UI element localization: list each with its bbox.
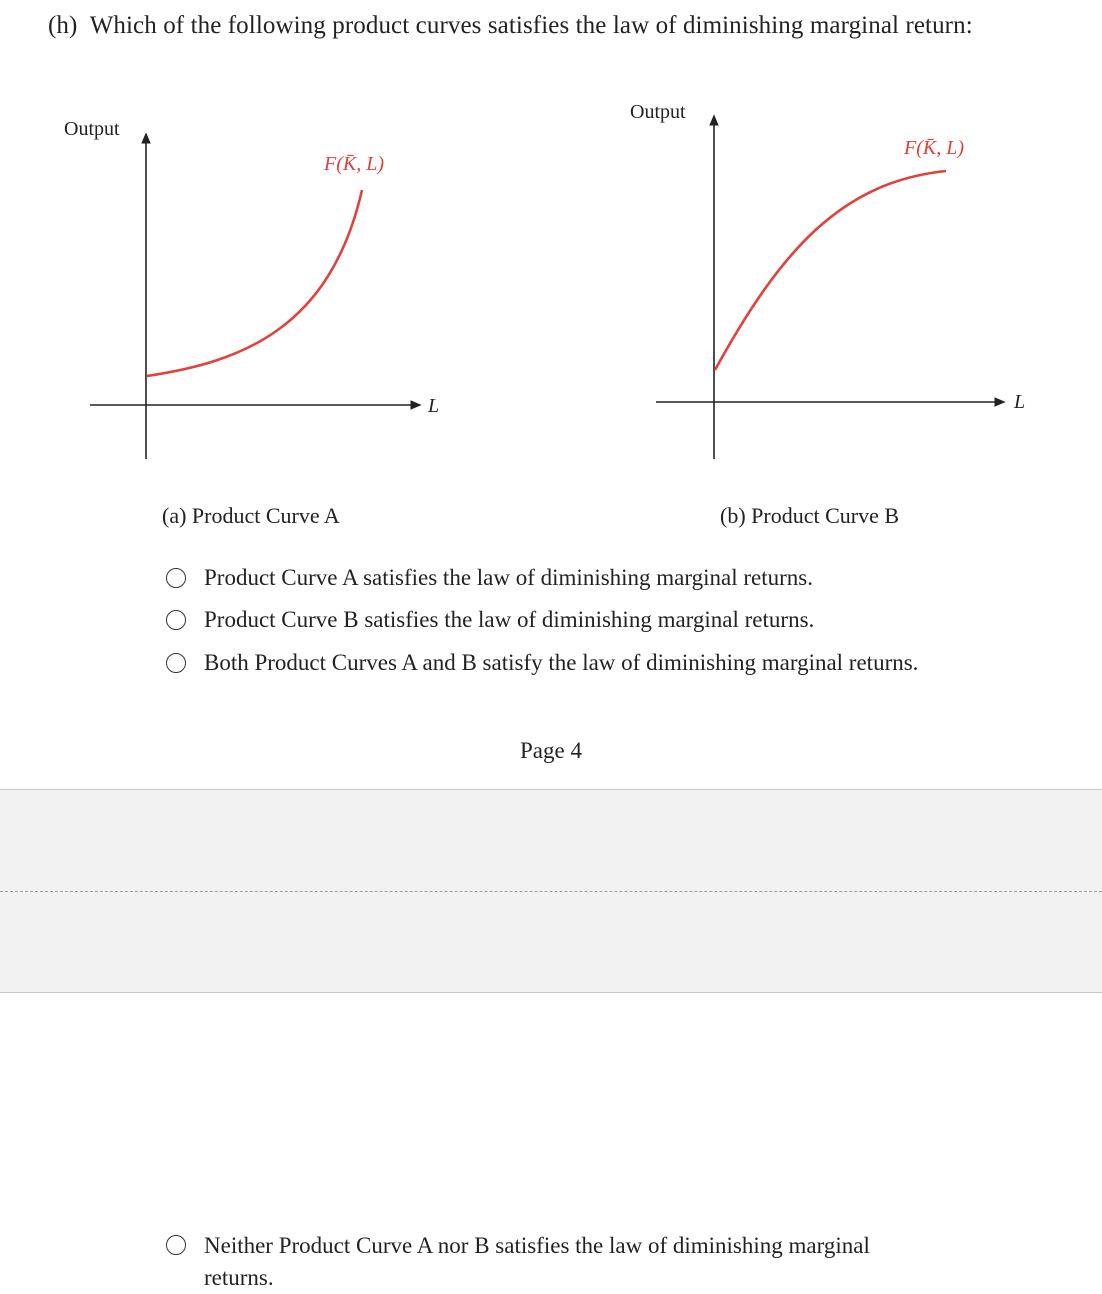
x-axis-label: L [1014, 391, 1026, 413]
product-curve-b-graph [620, 92, 1060, 462]
option-label: Product Curve B satisfies the law of diminishing marginal returns. [204, 607, 815, 632]
question-label: (h) [48, 12, 78, 39]
option-label [204, 1230, 870, 1294]
option-b[interactable] [166, 607, 814, 633]
radio-button[interactable] [166, 1235, 186, 1255]
product-curve-a-graph [60, 110, 460, 470]
question-text [48, 12, 973, 40]
curve-label: F(K̄, L) [904, 137, 964, 159]
option-label: Both Product Curves A and B satisfy the law of diminishing marginal returns. [204, 650, 919, 675]
page-number: Page 4 [520, 738, 582, 763]
y-axis-label: Output [630, 101, 686, 123]
page-break [0, 789, 1102, 993]
option-label: Product Curve A satisfies the law of diminishing marginal returns. [204, 565, 813, 590]
curve-label: F(K̄, L) [324, 153, 384, 175]
page-break-divider [0, 891, 1102, 892]
curve-b [715, 171, 946, 370]
curve-a [147, 190, 362, 376]
option-a[interactable] [166, 565, 813, 591]
option-neither[interactable] [166, 1230, 1068, 1294]
radio-button[interactable] [166, 568, 186, 588]
caption-b: (b) Product Curve B [720, 503, 900, 528]
option-both[interactable] [166, 650, 918, 676]
caption-a: (a) Product Curve A [162, 503, 340, 528]
option-label-line-1: Neither Product Curve A nor B satisfies the law of diminishing marginal [204, 1233, 870, 1258]
option-label-line-2: returns. [204, 1265, 274, 1290]
radio-button[interactable] [166, 653, 186, 673]
question-body: Which of the following product curves satisfies the law of diminishing marginal return: [89, 12, 973, 39]
radio-button[interactable] [166, 610, 186, 630]
y-axis-label: Output [64, 118, 120, 140]
x-axis-label: L [428, 395, 440, 417]
